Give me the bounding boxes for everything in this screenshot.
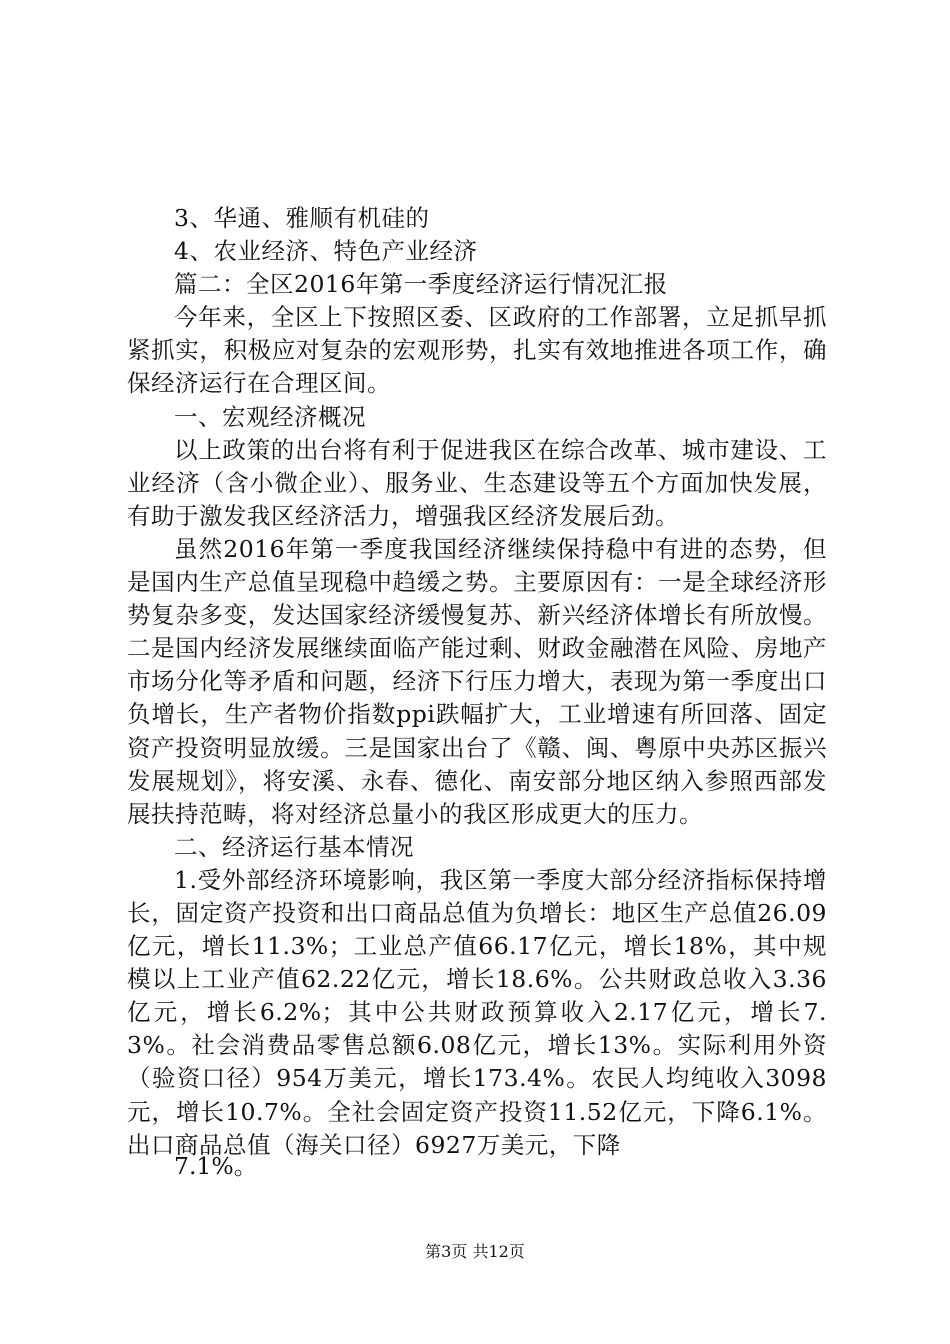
statistics-paragraph: 1.受外部经济环境影响，我区第一季度大部分经济指标保持增长，固定资产投资和出口商品总值为负增长：地区生产总值26.09亿元，增长11.3%；工业总产值66.17亿元，增长18%，其中规模以上工业产值62.22亿元，增长18.6%。公共财政总收入3.36亿元，增长6.2%；其中公共财政预算收入2.17亿元，增长7.3%。社会消费品零售总额6.08亿元，增长13%。实际利用外资（验资口径）954万美元，增长173.4%。农民人均纯收入3098元，增长10.7%。全社会固定资产投资11.52亿元，下降6.1%。出口商品总值（海关口径）6927万美元，下降 xyxy=(127,865,827,1159)
policy-paragraph: 以上政策的出台将有利于促进我区在综合改革、城市建设、工业经济（含小微企业）、服务业、生态建设等五个方面加快发展，有助于激发我区经济活力，增强我区经济发展后劲。 xyxy=(127,435,827,530)
analysis-paragraph: 虽然2016年第一季度我国经济继续保持稳中有进的态势，但是国内生产总值呈现稳中趋缓之势。主要原因有：一是全球经济形势复杂多变，发达国家经济缓慢复苏、新兴经济体增长有所放慢。二是国内经济发展继续面临产能过剩、财政金融潜在风险、房地产市场分化等矛盾和问题，经济下行压力增大，表现为第一季度出口负增长，生产者物价指数ppi跌幅扩大，工业增速有所回落、固定资产投资明显放缓。三是国家出台了《赣、闽、粤原中央苏区振兴发展规划》，将安溪、永春、德化、南安部分地区纳入参照西部发展扶持范畴，将对经济总量小的我区形成更大的压力。 xyxy=(127,534,827,828)
list-item-4: 4、农业经济、特色产业经济 xyxy=(174,237,478,266)
section-title: 篇二：全区2016年第一季度经济运行情况汇报 xyxy=(174,270,668,299)
intro-paragraph: 今年来，全区上下按照区委、区政府的工作部署，立足抓早抓紧抓实，积极应对复杂的宏观形势，扎实有效地推进各项工作，确保经济运行在合理区间。 xyxy=(127,303,827,398)
list-item-3: 3、华通、雅顺有机硅的 xyxy=(174,204,430,232)
heading-macro-overview: 一、宏观经济概况 xyxy=(174,402,366,431)
statistics-paragraph-tail: 7.1%。 xyxy=(174,1152,258,1180)
page-footer: 第3页 共12页 xyxy=(425,1242,525,1261)
heading-economic-situation: 二、经济运行基本情况 xyxy=(174,832,414,861)
body-text xyxy=(127,202,827,1162)
